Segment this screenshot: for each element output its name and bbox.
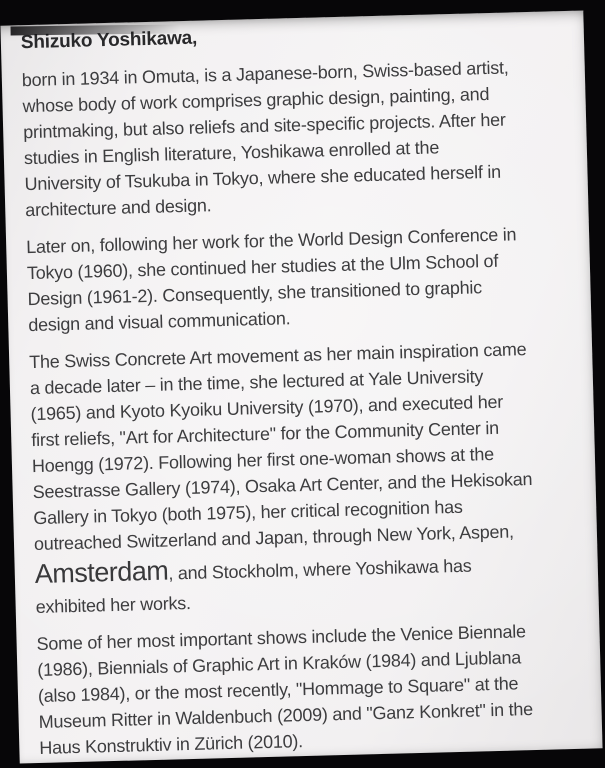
paragraph-studies (26, 220, 576, 338)
text-line: Design (1961-2). Consequently, she transitioned to graphic (27, 277, 483, 310)
text-line: Later on, following her work for the World Design Conference in (25, 224, 517, 258)
text-line: architecture and design. (25, 195, 212, 221)
text-line: University of Tsukuba in Tokyo, where she educated herself in (24, 161, 502, 195)
text-line: design and visual communication. (28, 308, 291, 336)
text-line: Seestrasse Gallery (1974), Osaka Art Center, and the Hekisokan (32, 468, 533, 503)
text-line: (1986), Biennials of Graphic Art in Kraków (1984) and Ljublana (37, 647, 522, 681)
paragraph-important-shows (36, 617, 586, 761)
text-line: (also 1984), or the most recently, "Hommage to Square" at the (37, 673, 519, 707)
amsterdam-enlarged-text: Amsterdam (34, 555, 169, 590)
text-line: first reliefs, "Art for Architecture" for the Community Center in (31, 417, 500, 451)
text-line: (1965) and Kyoto Kyoiku University (1970), and executed her (30, 391, 504, 425)
text-line: a decade later – in the time, she lectured at Yale University (29, 366, 484, 399)
document-content (0, 10, 602, 761)
text-line: Museum Ritter in Waldenbuch (2009) and "Ganz Konkret" in the (38, 699, 534, 732)
text-line: exhibited her works. (35, 592, 191, 618)
text-after-emphasis: , and Stockholm, where Yoshikawa has (168, 555, 472, 584)
text-line: Gallery in Tokyo (both 1975), her critical recognition has (33, 496, 463, 529)
paragraph-career (29, 335, 583, 620)
text-line: printmaking, but also reliefs and site-specific projects. After her (22, 109, 506, 143)
text-line: Hoengg (1972). Following her first one-woman shows at the (31, 443, 495, 477)
text-line: The Swiss Concrete Art movement as her main inspiration came (28, 339, 527, 373)
paper-document (0, 10, 602, 763)
paragraph-biography-intro (22, 53, 573, 223)
text-line: whose body of work comprises graphic design, painting, and (22, 83, 490, 117)
text-line: born in 1934 in Omuta, is a Japanese-born, Swiss-based artist, (21, 57, 509, 91)
text-line: Haus Konstruktiv in Zürich (2010). (39, 731, 304, 758)
text-line: Some of her most important shows include the Venice Biennale (36, 621, 527, 655)
document-title: Shizuko Yoshikawa, (20, 27, 198, 54)
text-line: outreached Switzerland and Japan, through New York, Aspen, (33, 521, 514, 555)
text-line: Tokyo (1960), she continued her studies at the Ulm School of (26, 250, 499, 284)
text-line: studies in English literature, Yoshikawa enrolled at the (23, 137, 440, 169)
